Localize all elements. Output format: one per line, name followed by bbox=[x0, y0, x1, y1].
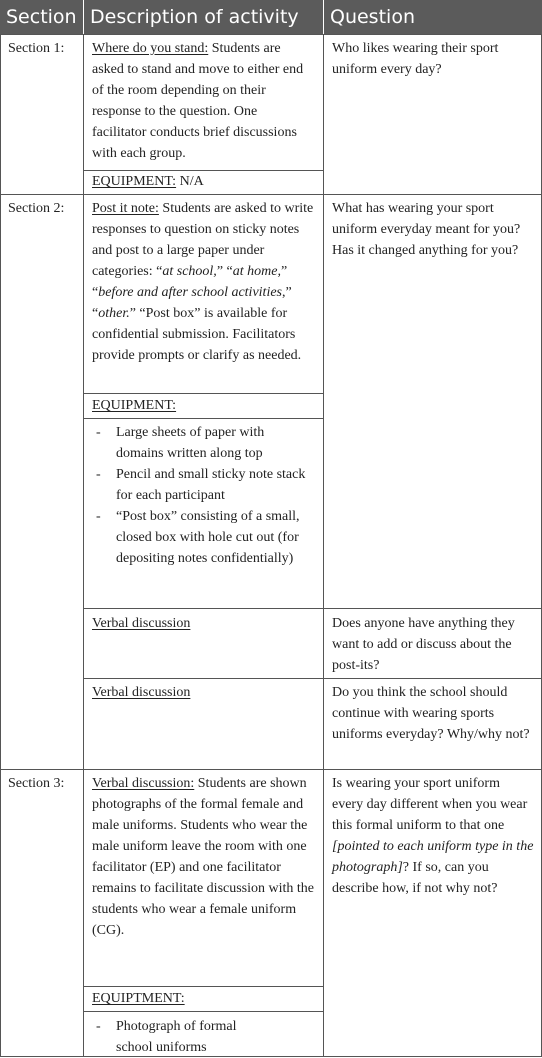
list-item: - Large sheets of paper with domains written along top bbox=[92, 422, 315, 464]
row-divider bbox=[84, 608, 542, 609]
section-2-question: What has wearing your sport uniform everyday meant for you? Has it changed anything for you? bbox=[332, 201, 521, 258]
section-1-equipment bbox=[84, 171, 323, 192]
section-1-description bbox=[84, 38, 323, 164]
cell-divider bbox=[84, 393, 323, 394]
section-1-label: Section 1: bbox=[8, 41, 65, 56]
cell-divider bbox=[84, 1011, 323, 1012]
verbal-discussion-1-question: Does anyone have anything they want to add or discuss about the post-its? bbox=[332, 616, 515, 673]
section-1-question: Who likes wearing their sport uniform every day? bbox=[332, 41, 499, 77]
header-description: Description of activity bbox=[84, 0, 323, 34]
list-item: - Pencil and small sticky note stack for each participant bbox=[92, 464, 315, 506]
row-divider bbox=[84, 678, 542, 679]
section-3-equipment-label: EQUIPTMENT: bbox=[92, 991, 185, 1006]
equipment-label: EQUIPMENT: bbox=[92, 174, 177, 189]
section-2-equipment-list bbox=[84, 422, 323, 569]
column-divider-2 bbox=[323, 34, 324, 1057]
header-section: Section bbox=[0, 0, 83, 34]
equipment-value: N/A bbox=[176, 174, 204, 189]
cell-divider bbox=[84, 986, 323, 987]
section-3-question: Is wearing your sport uniform every day different when you wear this formal uniform to that one [pointed to each uniform type in the photograph]? If so, can you describe how, if not why not? bbox=[332, 776, 534, 896]
row-divider bbox=[0, 194, 542, 195]
row-divider bbox=[0, 769, 542, 770]
section-3-label: Section 3: bbox=[8, 776, 65, 791]
list-item: - Photograph of formal school uniforms bbox=[92, 1016, 276, 1058]
verbal-discussion-2-label: Verbal discussion bbox=[92, 685, 191, 700]
section-2-description: Post it note: Students are asked to write responses to question on sticky notes and post to a large paper under categories: “at school,” “at home,” “before and after school activities,” “other.” “Post box” is available for confidential submission. Facilitators provide prompts or clarify as needed. bbox=[92, 201, 314, 363]
section-2-label: Section 2: bbox=[8, 201, 65, 216]
section-1-body: Students are asked to stand and move to either end of the room depending on their response to the question. One facilitator conducts brief discussions with each group. bbox=[92, 41, 304, 161]
table-border-left bbox=[0, 34, 1, 1057]
cell-divider bbox=[84, 418, 323, 419]
section-1-title: Where do you stand: bbox=[92, 41, 209, 56]
verbal-discussion-1-label: Verbal discussion bbox=[92, 616, 191, 631]
row-divider bbox=[0, 34, 542, 35]
section-2-title: Post it note: bbox=[92, 201, 159, 216]
section-2-equipment-label: EQUIPMENT: bbox=[92, 398, 177, 413]
list-item: - “Post box” consisting of a small, closed box with hole cut out (for depositing notes confidentially) bbox=[92, 506, 315, 569]
section-3-equipment-list bbox=[84, 1016, 284, 1058]
section-3-title: Verbal discussion: bbox=[92, 776, 195, 791]
header-question: Question bbox=[324, 0, 542, 34]
verbal-discussion-2-question: Do you think the school should continue with wearing sports uniforms everyday? Why/why not? bbox=[332, 685, 530, 742]
section-3-description: Verbal discussion: Students are shown photographs of the formal female and male uniforms. Students who wear the male uniform leave the room with one facilitator (EP) and one facilitator remains to facilitate discussion with the students who wear a female uniform (CG). bbox=[92, 776, 315, 938]
